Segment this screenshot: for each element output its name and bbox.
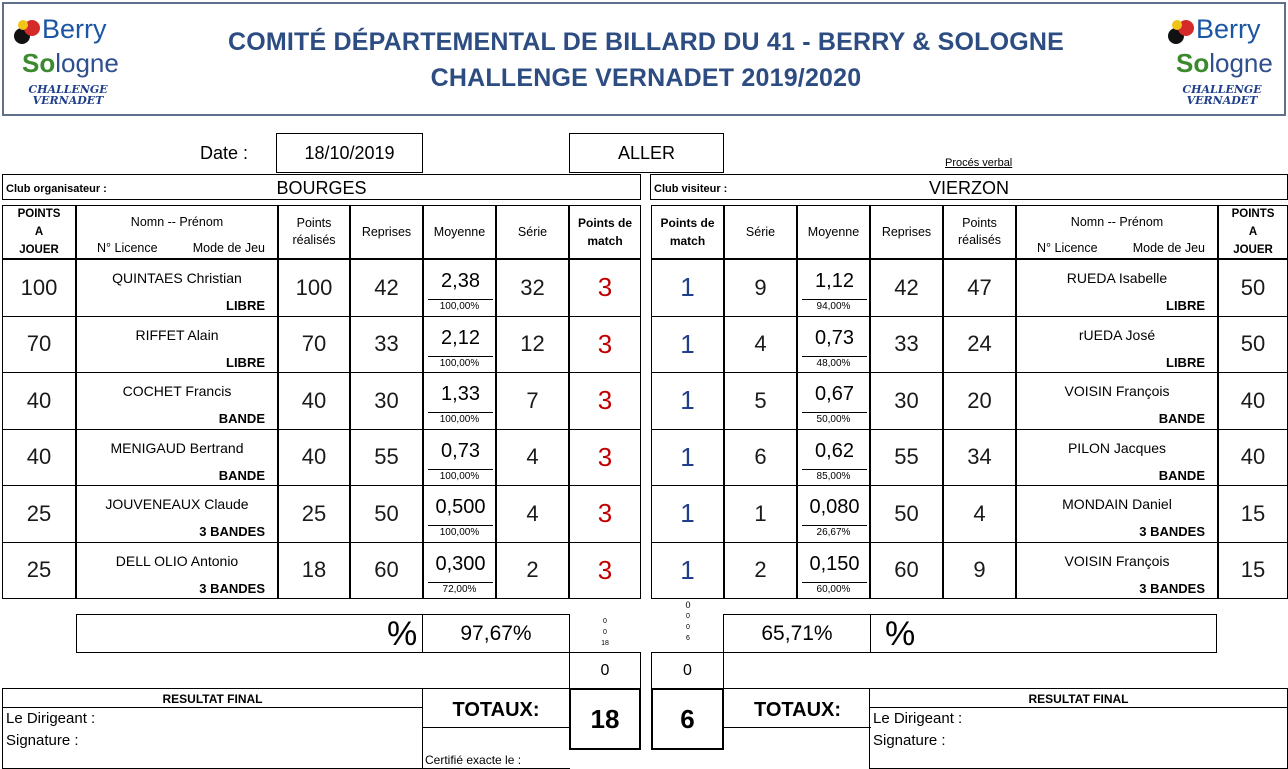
home-moyenne-value: 0,500 (428, 490, 493, 526)
home-moyenne-value: 0,73 (428, 434, 493, 470)
away-game-mode: 3 BANDES (1139, 580, 1205, 596)
away-moyenne-cell (797, 372, 870, 430)
home-game-mode: LIBRE (226, 354, 265, 370)
home-game-mode: BANDE (218, 411, 265, 426)
home-player-cell (76, 372, 278, 430)
home-game-mode: LIBRE (226, 298, 265, 313)
away-moyenne-cell (797, 485, 870, 543)
away-moyenne-value: 1,12 (802, 264, 867, 300)
away-header-points-a-jouer: POINTS A JOUER (1218, 205, 1288, 259)
away-points-de-match: 1 (651, 372, 724, 430)
home-rep-value: 42 (350, 259, 423, 317)
home-resultat-final-box (2, 688, 423, 769)
home-player-cell (76, 429, 278, 487)
home-moyenne-cell (423, 542, 496, 600)
away-moyenne-cell (797, 316, 870, 374)
club-visiteur-name: VIERZON (928, 178, 1009, 198)
away-signature-label: Signature : (873, 732, 946, 749)
home-points-de-match: 3 (569, 316, 641, 374)
away-summary-box (870, 614, 1217, 653)
away-header-licence: N° Licence (1037, 241, 1098, 255)
away-game-mode: LIBRE (1166, 298, 1205, 313)
home-rep-value: 33 (350, 316, 423, 374)
away-serie-value: 1 (724, 485, 797, 543)
away-rep-value: 55 (870, 429, 943, 487)
home-player-cell (76, 485, 278, 543)
away-points-de-match: 1 (651, 542, 724, 600)
home-tiny-values: 0 0 18 (601, 618, 609, 647)
home-moyenne-cell (423, 259, 496, 317)
away-serie-value: 5 (724, 372, 797, 430)
home-paj-value: 25 (2, 542, 76, 600)
away-moyenne-value: 0,150 (802, 547, 867, 583)
home-pr-value: 100 (278, 259, 350, 317)
away-player-name: PILON Jacques (1067, 439, 1167, 456)
logo-berry-text: Berry (42, 14, 107, 44)
proces-verbal-label: Procés verbal (945, 157, 1013, 169)
away-header-mode: Mode de Jeu (1132, 241, 1205, 255)
home-points-de-match: 3 (569, 429, 641, 487)
home-moyenne-cell (423, 429, 496, 487)
home-moyenne-percent: 100,00% (439, 414, 480, 425)
home-rep-value: 30 (350, 372, 423, 430)
away-points-de-match: 1 (651, 259, 724, 317)
away-paj-value: 40 (1218, 429, 1288, 487)
home-serie-value: 12 (496, 316, 569, 374)
home-moyenne-percent: 100,00% (439, 527, 480, 538)
away-header-points-match: Points de match (651, 205, 724, 259)
home-moyenne-percent: 72,00% (442, 583, 477, 595)
home-player-name: JOUVENEAUX Claude (105, 496, 249, 512)
home-header-nom-prenom (76, 205, 278, 259)
away-header-nom-prenom (1016, 205, 1218, 259)
home-header-licence: N° Licence (97, 241, 158, 255)
home-paj-value: 70 (2, 316, 76, 374)
away-player-cell (1016, 259, 1218, 317)
away-moyenne-cell (797, 259, 870, 317)
away-moyenne-cell (797, 429, 870, 487)
home-pr-value: 40 (278, 372, 350, 430)
home-player-cell (76, 542, 278, 600)
away-player-cell (1016, 429, 1218, 487)
away-paj-value: 50 (1218, 259, 1288, 317)
away-moyenne-percent: 60,00% (816, 583, 851, 595)
home-points-de-match: 3 (569, 485, 641, 543)
away-rep-value: 50 (870, 485, 943, 543)
away-total: 6 (651, 688, 724, 750)
home-player-name: MENIGAUD Bertrand (110, 439, 244, 456)
club-organisateur-name: BOURGES (276, 178, 367, 198)
home-moyenne-value: 2,38 (428, 264, 493, 300)
sheet-header (2, 2, 1286, 116)
away-pr-value: 47 (943, 259, 1016, 317)
home-total: 18 (569, 688, 641, 750)
away-player-cell (1016, 316, 1218, 374)
away-moyenne-percent: 85,00% (816, 470, 851, 482)
home-player-name: COCHET Francis (122, 383, 232, 399)
home-header-serie: Série (496, 205, 569, 259)
home-paj-value: 100 (2, 259, 76, 317)
away-rep-value: 30 (870, 372, 943, 430)
home-game-mode: BANDE (218, 467, 265, 483)
home-serie-value: 2 (496, 542, 569, 600)
date-value: 18/10/2019 (276, 133, 423, 173)
home-pr-value: 18 (278, 542, 350, 600)
leg-aller: ALLER (569, 133, 724, 173)
home-pct-value: 97,67% (422, 614, 570, 653)
home-dirigeant-label: Le Dirigeant : (6, 710, 96, 727)
club-organisateur-label: Club organisateur : (6, 183, 107, 195)
home-points-de-match: 3 (569, 372, 641, 430)
home-moyenne-cell (423, 485, 496, 543)
away-paj-value: 15 (1218, 542, 1288, 600)
away-game-mode: LIBRE (1166, 354, 1205, 370)
away-game-mode: 3 BANDES (1139, 524, 1205, 539)
away-dirigeant-label: Le Dirigeant : (873, 710, 963, 727)
home-moyenne-value: 2,12 (428, 321, 493, 357)
away-moyenne-value: 0,62 (802, 434, 867, 470)
away-moyenne-value: 0,080 (802, 490, 867, 526)
billiard-balls-icon (1166, 18, 1196, 46)
away-player-name: VOISIN François (1064, 552, 1170, 569)
away-pr-value: 34 (943, 429, 1016, 487)
home-paj-value: 40 (2, 429, 76, 487)
home-moyenne-percent: 100,00% (439, 301, 480, 312)
away-points-de-match: 1 (651, 429, 724, 487)
berry-sologne-logo-right (1166, 12, 1278, 112)
home-pr-value: 25 (278, 485, 350, 543)
away-serie-value: 6 (724, 429, 797, 487)
away-header-nom: Nomn -- Prénom (1070, 215, 1164, 229)
home-header-rep: Reprises (350, 205, 423, 259)
away-game-mode: BANDE (1158, 411, 1205, 426)
home-rep-value: 60 (350, 542, 423, 600)
away-moyenne-percent: 50,00% (816, 414, 851, 425)
home-game-mode: 3 BANDES (199, 580, 265, 596)
home-player-cell (76, 316, 278, 374)
away-moyenne-percent: 94,00% (816, 301, 851, 312)
away-pr-value: 20 (943, 372, 1016, 430)
home-summary-box (76, 614, 423, 653)
home-header-points-realises: Points réalisés (278, 205, 350, 259)
home-resultat-final-label: RESULTAT FINAL (162, 692, 263, 706)
logo-berry-text: Berry (1196, 14, 1261, 44)
away-paj-value: 40 (1218, 372, 1288, 430)
away-tiny-values: 0 0 0 6 (685, 600, 691, 642)
away-player-name: rUEDA José (1078, 326, 1156, 343)
away-points-de-match: 1 (651, 485, 724, 543)
logo-challenge-vernadet: CHALLENGE VERNADET (1182, 83, 1262, 107)
away-pr-value: 24 (943, 316, 1016, 374)
away-pct-value: 65,71% (723, 614, 871, 653)
away-moyenne-percent: 48,00% (816, 357, 851, 369)
home-moyenne-value: 0,300 (428, 547, 493, 583)
away-pr-value: 9 (943, 542, 1016, 600)
home-serie-value: 32 (496, 259, 569, 317)
away-rep-value: 42 (870, 259, 943, 317)
away-serie-value: 9 (724, 259, 797, 317)
away-resultat-final-box (869, 688, 1288, 769)
home-moyenne-percent: 100,00% (439, 357, 480, 369)
home-serie-value: 4 (496, 429, 569, 487)
logo-challenge-vernadet: CHALLENGE VERNADET (28, 83, 108, 107)
home-serie-value: 4 (496, 485, 569, 543)
home-points-de-match: 3 (569, 259, 641, 317)
title-line-2: CHALLENGE VERNADET 2019/2020 (430, 64, 862, 92)
home-moyenne-cell (423, 372, 496, 430)
away-player-cell (1016, 542, 1218, 600)
away-zero: 0 (651, 652, 724, 689)
home-serie-value: 7 (496, 372, 569, 430)
home-paj-value: 40 (2, 372, 76, 430)
home-game-mode: 3 BANDES (199, 524, 265, 539)
club-organisateur-box (2, 174, 641, 200)
away-totaux-label: TOTAUX: (753, 699, 842, 721)
away-game-mode: BANDE (1158, 467, 1205, 483)
away-moyenne-percent: 26,67% (816, 527, 851, 538)
logo-sologne-text: Sologne (22, 48, 119, 78)
away-header-moy: Moyenne (797, 205, 870, 259)
home-header-points-a-jouer: POINTS A JOUER (2, 205, 76, 259)
home-header-points-match: Points de match (569, 205, 641, 259)
away-player-cell (1016, 372, 1218, 430)
berry-sologne-logo-left (12, 12, 124, 112)
away-moyenne-value: 0,67 (802, 377, 867, 413)
home-player-name: RIFFET Alain (135, 326, 219, 343)
home-points-de-match: 3 (569, 542, 641, 600)
home-header-nom: Nomn -- Prénom (130, 215, 224, 229)
away-header-points-realises: Points réalisés (943, 205, 1016, 259)
home-header-moy: Moyenne (423, 205, 496, 259)
away-serie-value: 4 (724, 316, 797, 374)
away-moyenne-cell (797, 542, 870, 600)
away-player-cell (1016, 485, 1218, 543)
home-pr-value: 70 (278, 316, 350, 374)
away-serie-value: 2 (724, 542, 797, 600)
away-header-serie: Série (724, 205, 797, 259)
away-player-name: RUEDA Isabelle (1066, 270, 1168, 286)
home-moyenne-value: 1,33 (428, 377, 493, 413)
away-pct-sign: % (885, 615, 916, 653)
away-points-de-match: 1 (651, 316, 724, 374)
certifie-label: Certifié exacte le : (425, 753, 522, 767)
home-zero: 0 (569, 652, 641, 689)
away-moyenne-value: 0,73 (802, 321, 867, 357)
home-moyenne-percent: 100,00% (439, 470, 480, 482)
away-rep-value: 60 (870, 542, 943, 600)
home-totaux-cell (422, 688, 570, 769)
home-paj-value: 25 (2, 485, 76, 543)
title-line-1: COMITÉ DÉPARTEMENTAL DE BILLARD DU 41 - BERRY & SOLOGNE (227, 28, 1065, 56)
away-resultat-final-label: RESULTAT FINAL (1028, 692, 1129, 706)
away-paj-value: 50 (1218, 316, 1288, 374)
home-moyenne-cell (423, 316, 496, 374)
home-pr-value: 40 (278, 429, 350, 487)
home-header-mode: Mode de Jeu (192, 241, 265, 255)
home-player-cell (76, 259, 278, 317)
away-rep-value: 33 (870, 316, 943, 374)
home-totaux-label: TOTAUX: (452, 699, 540, 721)
club-visiteur-box (650, 174, 1288, 200)
away-paj-value: 15 (1218, 485, 1288, 543)
away-totaux-cell (724, 688, 871, 728)
home-pct-sign: % (387, 615, 418, 653)
home-signature-label: Signature : (6, 732, 79, 749)
home-rep-value: 55 (350, 429, 423, 487)
away-player-name: VOISIN François (1064, 383, 1170, 399)
date-label: Date : (200, 143, 249, 163)
away-header-rep: Reprises (870, 205, 943, 259)
logo-sologne-text: Sologne (1176, 48, 1273, 78)
club-visiteur-label: Club visiteur : (654, 183, 728, 195)
away-player-name: MONDAIN Daniel (1062, 496, 1172, 512)
home-player-name: QUINTAES Christian (112, 270, 242, 286)
away-pr-value: 4 (943, 485, 1016, 543)
home-rep-value: 50 (350, 485, 423, 543)
home-player-name: DELL OLIO Antonio (115, 552, 239, 569)
